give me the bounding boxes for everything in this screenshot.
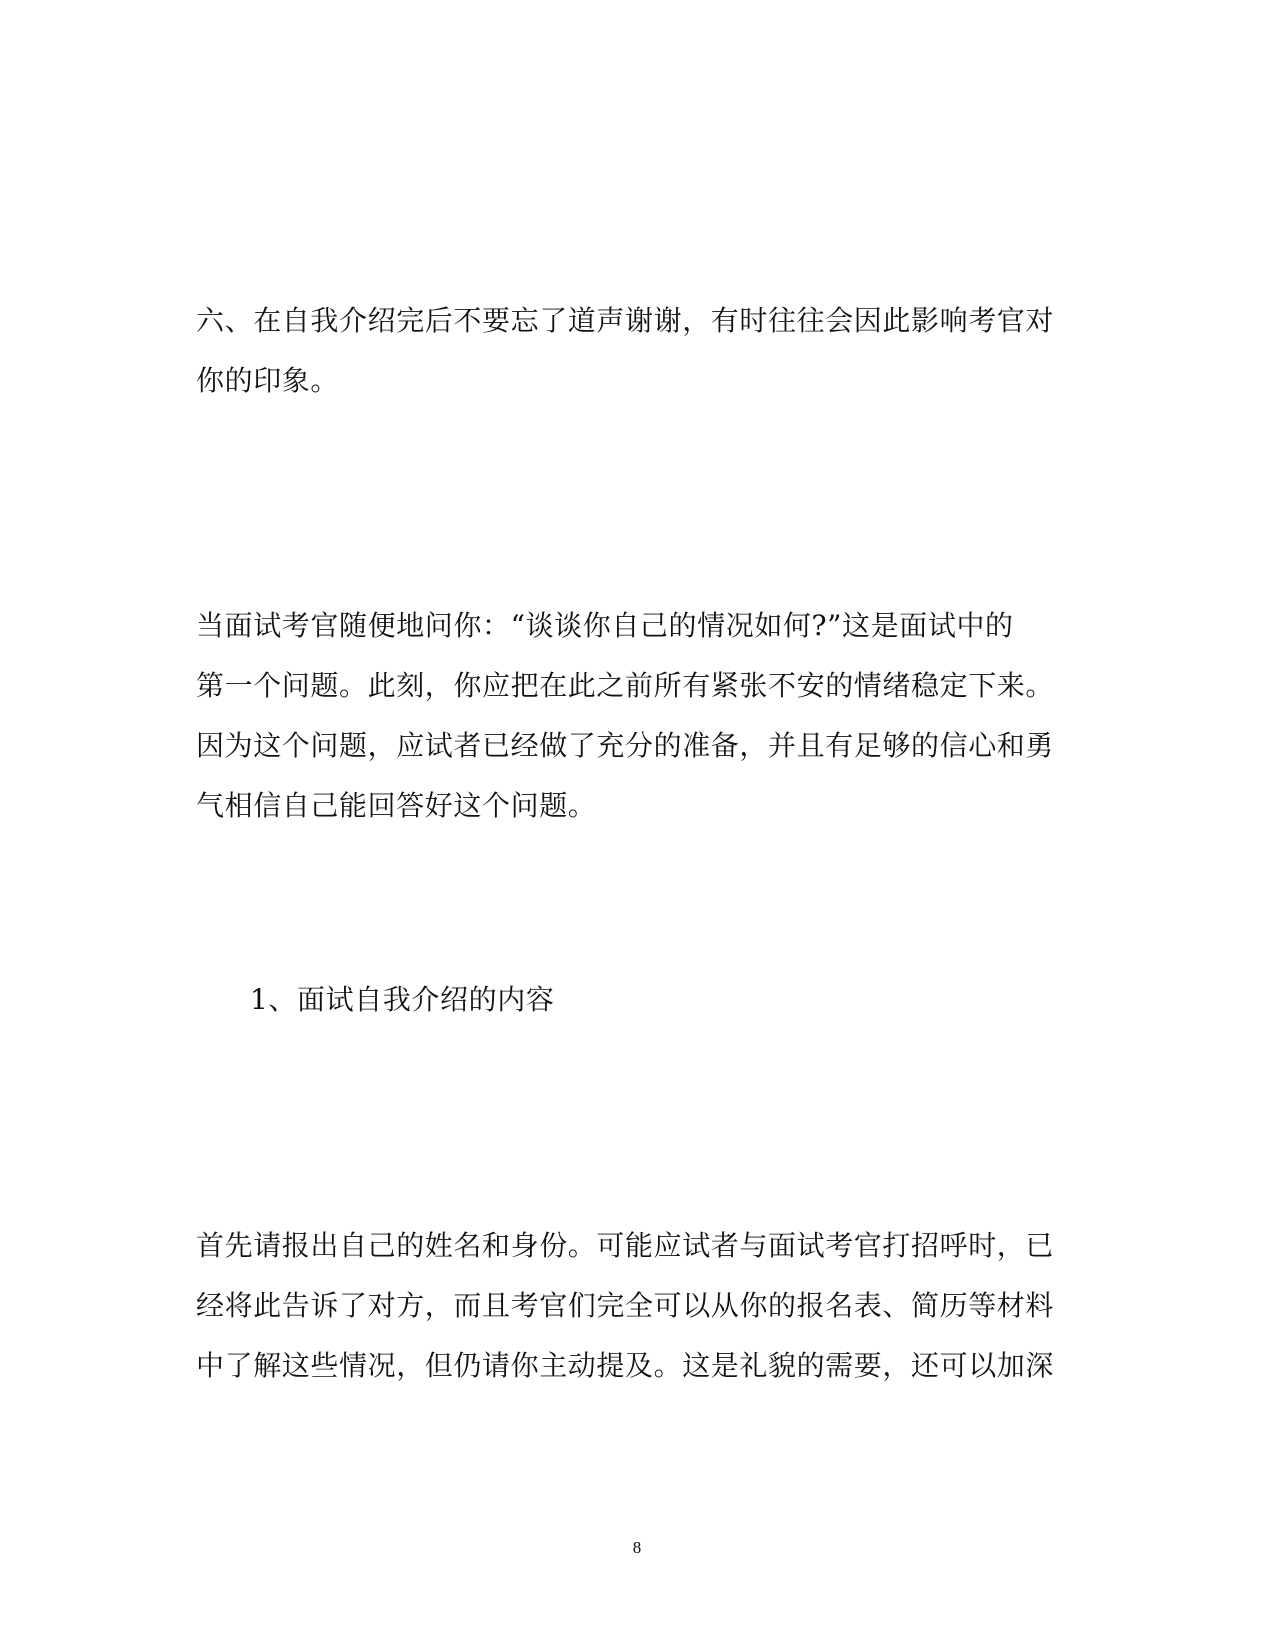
paragraph-line: 当面试考官随便地问你：“谈谈你自己的情况如何?”这是面试中的 (196, 609, 1014, 642)
paragraph-line: 你的印象。 (196, 364, 340, 397)
paragraph-line: 中了解这些情况，但仍请你主动提及。这是礼貌的需要，还可以加深 (196, 1349, 1055, 1382)
paragraph-line: 气相信自己能回答好这个问题。 (196, 789, 597, 822)
paragraph-line: 首先请报出自己的姓名和身份。可能应试者与面试考官打招呼时，已 (196, 1229, 1055, 1262)
paragraph-line: 第一个问题。此刻，你应把在此之前所有紧张不安的情绪稳定下来。 (196, 669, 1055, 702)
section-heading: 1、面试自我介绍的内容 (250, 983, 555, 1016)
page-number: 8 (632, 1538, 642, 1557)
paragraph-line: 六、在自我介绍完后不要忘了道声谢谢，有时往往会因此影响考官对 (196, 304, 1055, 337)
paragraph-line: 因为这个问题，应试者已经做了充分的准备，并且有足够的信心和勇 (196, 729, 1055, 762)
paragraph-line: 经将此告诉了对方，而且考官们完全可以从你的报名表、简历等材料 (196, 1289, 1055, 1322)
